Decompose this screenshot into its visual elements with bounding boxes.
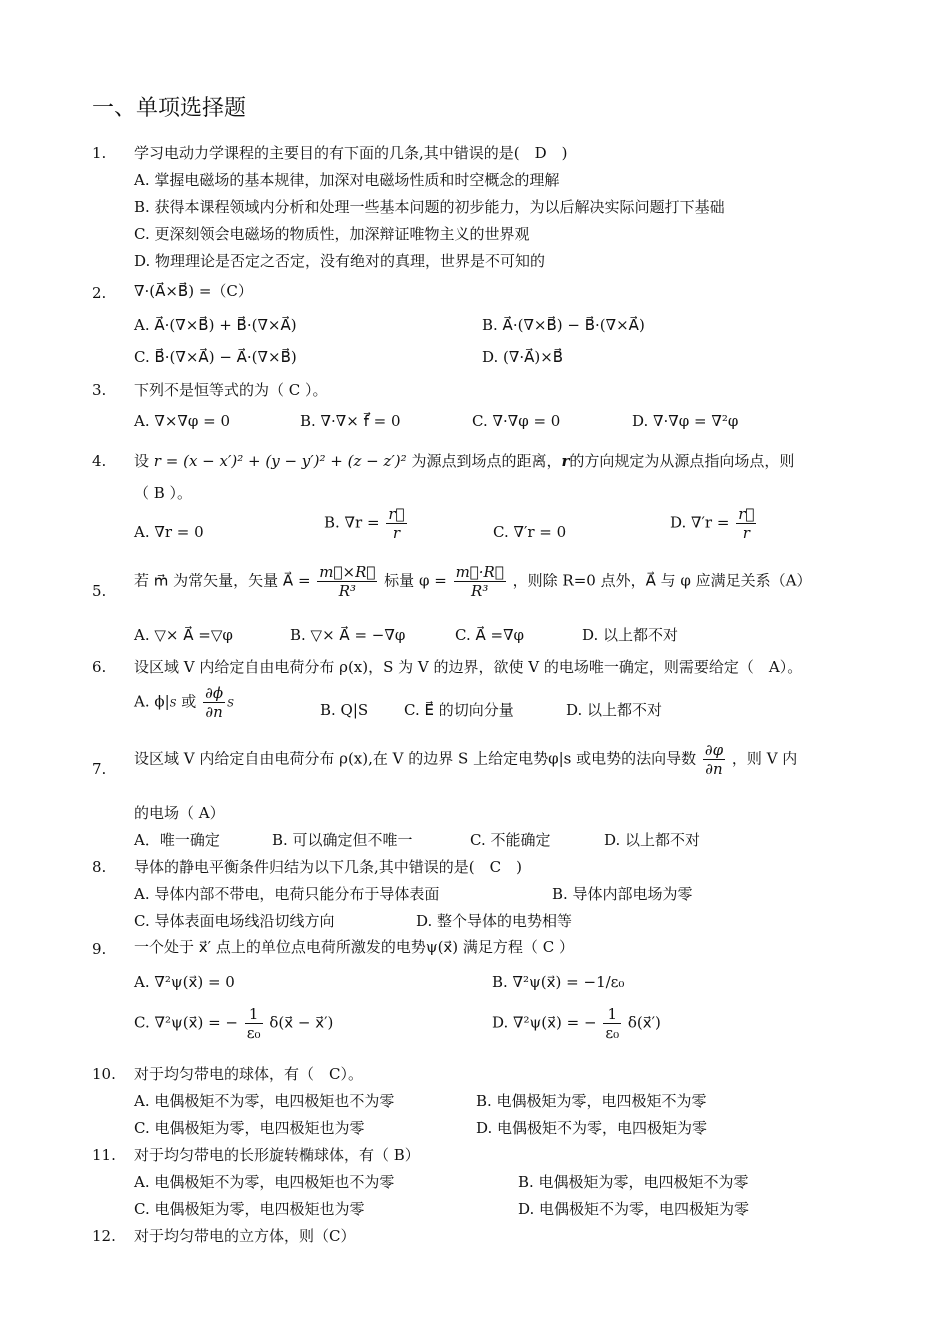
q9-option-d-label: D. ∇²ψ(x⃗) = − <box>492 1013 597 1032</box>
section-title: 一、单项选择题 <box>92 96 247 121</box>
q5-stem-c: ，则除 R=0 点外，A⃗ 与 φ 应满足关系（A） <box>512 571 812 590</box>
q9-option-b: B. ∇²ψ(x⃗) = −1/ε₀ <box>492 973 625 991</box>
q8-option-c: C. 导体表面电场线沿切线方向 <box>134 912 335 930</box>
q5-stem-b: 标量 φ = <box>384 571 447 590</box>
q5-fraction-a-numerator: m⃗×R⃗ <box>319 563 376 581</box>
q5-option-a: A. ▽× A⃗ =▽φ <box>134 626 233 644</box>
q6-fraction-denominator: ∂n <box>205 703 223 721</box>
q11-option-c: C. 电偶极矩为零，电四极矩也为零 <box>134 1200 365 1218</box>
q9-option-c-fraction <box>245 1005 263 1042</box>
q4-b-fraction-numerator: r⃗ <box>388 505 405 523</box>
q4-stem-expr: (x − x′)² + (y − y′)² + (z − z′)² <box>183 452 407 470</box>
q7-fraction <box>703 741 725 778</box>
q7-stem-end: 的电场（ A） <box>134 804 225 822</box>
q9-stem: 一个处于 x⃗′ 点上的单位点电荷所激发的电势ψ(x⃗) 满足方程（ C ） <box>134 938 574 956</box>
q7-stem-a: 设区域 V 内给定自由电荷分布 ρ(x),在 V 的边界 S 上给定电势φ|s 或电势的法向导数 <box>134 749 697 768</box>
q7-option-b: B. 可以确定但不唯一 <box>272 831 413 849</box>
q6-option-d: D. 以上都不对 <box>566 701 663 719</box>
q11-stem: 对于均匀带电的长形旋转椭球体，有（ B） <box>134 1146 420 1164</box>
q4-stem <box>134 451 794 471</box>
q5-fraction-phi <box>454 563 506 600</box>
q1-option-d: D. 物理理论是否定之否定，没有绝对的真理，世界是不可知的 <box>134 252 546 270</box>
q8-option-d: D. 整个导体的电势相等 <box>416 912 573 930</box>
q3-option-c: C. ∇·∇φ = 0 <box>472 412 561 430</box>
q9-d-fraction-numerator: 1 <box>603 1005 621 1024</box>
q4-b-fraction-denominator: r <box>392 524 400 542</box>
q10-option-d: D. 电偶极矩不为零，电四极矩为零 <box>476 1119 708 1137</box>
q5-option-b: B. ▽× A⃗ = −∇φ <box>290 626 406 644</box>
q1-stem: 学习电动力学课程的主要目的有下面的几条,其中错误的是( D ) <box>134 144 568 162</box>
q4-stem-end: （ B ）。 <box>134 484 193 502</box>
q7-fraction-denominator: ∂n <box>705 760 723 778</box>
q8-option-b: B. 导体内部电场为零 <box>552 885 693 903</box>
q9-d-fraction-denominator: ε₀ <box>605 1024 620 1042</box>
q6-option-a <box>134 684 234 721</box>
q4-option-d-label: D. ∇′r = <box>670 513 730 532</box>
q7-number: 7. <box>92 760 107 778</box>
q5-option-d: D. 以上都不对 <box>582 626 679 644</box>
q5-fraction-phi-numerator: m⃗·R⃗ <box>455 563 504 581</box>
q9-option-c <box>134 1005 333 1042</box>
q7-option-c: C. 不能确定 <box>470 831 551 849</box>
q10-option-a: A. 电偶极矩不为零，电四极矩也不为零 <box>134 1092 395 1110</box>
q10-stem: 对于均匀带电的球体，有（ C）。 <box>134 1065 363 1083</box>
q5-option-c: C. A⃗ =∇φ <box>455 626 525 644</box>
q4-stem-r2: r <box>561 452 570 470</box>
q9-option-d <box>492 1005 661 1042</box>
q6-option-a-sub-2: S <box>227 698 234 710</box>
q1-option-a: A. 掌握电磁场的基本规律，加深对电磁场性质和时空概念的理解 <box>134 171 560 189</box>
q4-number: 4. <box>92 452 107 470</box>
q5-stem-a: 若 m⃗ 为常矢量，矢量 A⃗ = <box>134 571 311 590</box>
q1-option-c: C. 更深刻领会电磁场的物质性，加深辩证唯物主义的世界观 <box>134 225 530 243</box>
q10-option-b: B. 电偶极矩为零，电四极矩不为零 <box>476 1092 707 1110</box>
q1-option-b: B. 获得本课程领域内分析和处理一些基本问题的初步能力，为以后解决实际问题打下基础 <box>134 198 725 216</box>
q8-number: 8. <box>92 858 107 876</box>
q4-option-d-fraction <box>736 505 756 542</box>
q9-option-a: A. ∇²ψ(x⃗) = 0 <box>134 973 235 991</box>
q4-stem-a: 设 <box>134 452 150 470</box>
q2-option-d: D. (∇·A⃗)×B⃗ <box>482 348 564 366</box>
q6-option-a-fraction <box>203 684 225 721</box>
q4-option-d <box>670 505 758 542</box>
q12-number: 12. <box>92 1227 116 1245</box>
q9-option-d-fraction <box>603 1005 621 1042</box>
q9-option-d-tail: δ(x⃗′) <box>627 1013 661 1032</box>
q5-fraction-a-denominator: R³ <box>338 582 356 600</box>
q6-stem: 设区域 V 内给定自由电荷分布 ρ(x)，S 为 V 的边界，欲使 V 的电场唯一确定，则需要给定（ A）。 <box>134 658 803 676</box>
q8-option-a: A. 导体内部不带电，电荷只能分布于导体表面 <box>134 885 440 903</box>
q3-number: 3. <box>92 381 107 399</box>
q4-option-c: C. ∇′r = 0 <box>493 523 567 541</box>
q8-stem: 导体的静电平衡条件归结为以下几条,其中错误的是( C ) <box>134 858 522 876</box>
q2-option-c: C. B⃗·(∇×A⃗) − A⃗·(∇×B⃗) <box>134 348 297 366</box>
q4-option-a: A. ∇r = 0 <box>134 523 204 541</box>
q6-number: 6. <box>92 658 107 676</box>
q5-fraction-a <box>317 563 377 600</box>
q6-option-a-label: A. ϕ| <box>134 692 170 711</box>
q9-option-c-tail: δ(x⃗ − x⃗′) <box>269 1013 334 1032</box>
q7-stem-b: ，则 V 内 <box>731 749 798 768</box>
q4-stem-r: r = <box>153 452 179 470</box>
q4-stem-b: 为源点到场点的距离， <box>411 452 562 470</box>
q9-c-fraction-denominator: ε₀ <box>246 1024 261 1042</box>
q5-number: 5. <box>92 582 107 600</box>
q6-option-b: B. Q|S <box>320 701 369 719</box>
q9-number: 9. <box>92 940 107 958</box>
q1-number: 1. <box>92 144 107 162</box>
q11-option-d: D. 电偶极矩不为零，电四极矩为零 <box>518 1200 750 1218</box>
q7-option-a: A．唯一确定 <box>134 831 220 849</box>
q5-stem <box>134 563 812 600</box>
q6-option-c: C. E⃗ 的切向分量 <box>404 701 514 719</box>
q4-d-fraction-numerator: r⃗ <box>738 505 755 523</box>
q3-option-d: D. ∇·∇φ = ∇²φ <box>632 412 739 430</box>
q6-fraction-numerator: ∂ϕ <box>205 684 224 702</box>
q3-stem: 下列不是恒等式的为（ C ）。 <box>134 381 328 399</box>
q7-stem <box>134 741 797 778</box>
q4-d-fraction-denominator: r <box>742 524 750 542</box>
q6-option-a-or: 或 <box>181 692 197 711</box>
q11-option-a: A. 电偶极矩不为零，电四极矩也不为零 <box>134 1173 395 1191</box>
q9-option-c-label: C. ∇²ψ(x⃗) = − <box>134 1013 238 1032</box>
q5-fraction-phi-denominator: R³ <box>471 582 489 600</box>
q4-option-b-fraction <box>386 505 406 542</box>
q6-option-a-sub: S <box>169 698 177 710</box>
q4-option-b-label: B. ∇r = <box>324 513 380 532</box>
q11-option-b: B. 电偶极矩为零，电四极矩不为零 <box>518 1173 749 1191</box>
q7-fraction-numerator: ∂φ <box>704 741 724 759</box>
q3-option-b: B. ∇·∇× f⃗ = 0 <box>300 412 401 430</box>
q11-number: 11. <box>92 1146 116 1164</box>
q10-option-c: C. 电偶极矩为零，电四极矩也为零 <box>134 1119 365 1137</box>
q7-option-d: D. 以上都不对 <box>604 831 701 849</box>
q3-option-a: A. ∇×∇φ = 0 <box>134 412 231 430</box>
q12-stem: 对于均匀带电的立方体，则（C） <box>134 1227 356 1245</box>
q4-stem-c: 的方向规定为从源点指向场点，则 <box>569 452 795 470</box>
q4-option-b <box>324 505 409 542</box>
q2-option-a: A. A⃗·(∇×B⃗) + B⃗·(∇×A⃗) <box>134 316 297 334</box>
q2-number: 2. <box>92 284 107 302</box>
q10-number: 10. <box>92 1065 116 1083</box>
q2-option-b: B. A⃗·(∇×B⃗) − B⃗·(∇×A⃗) <box>482 316 645 334</box>
q2-stem: ∇·(A⃗×B⃗) =（C） <box>134 282 253 300</box>
q9-c-fraction-numerator: 1 <box>245 1005 263 1024</box>
